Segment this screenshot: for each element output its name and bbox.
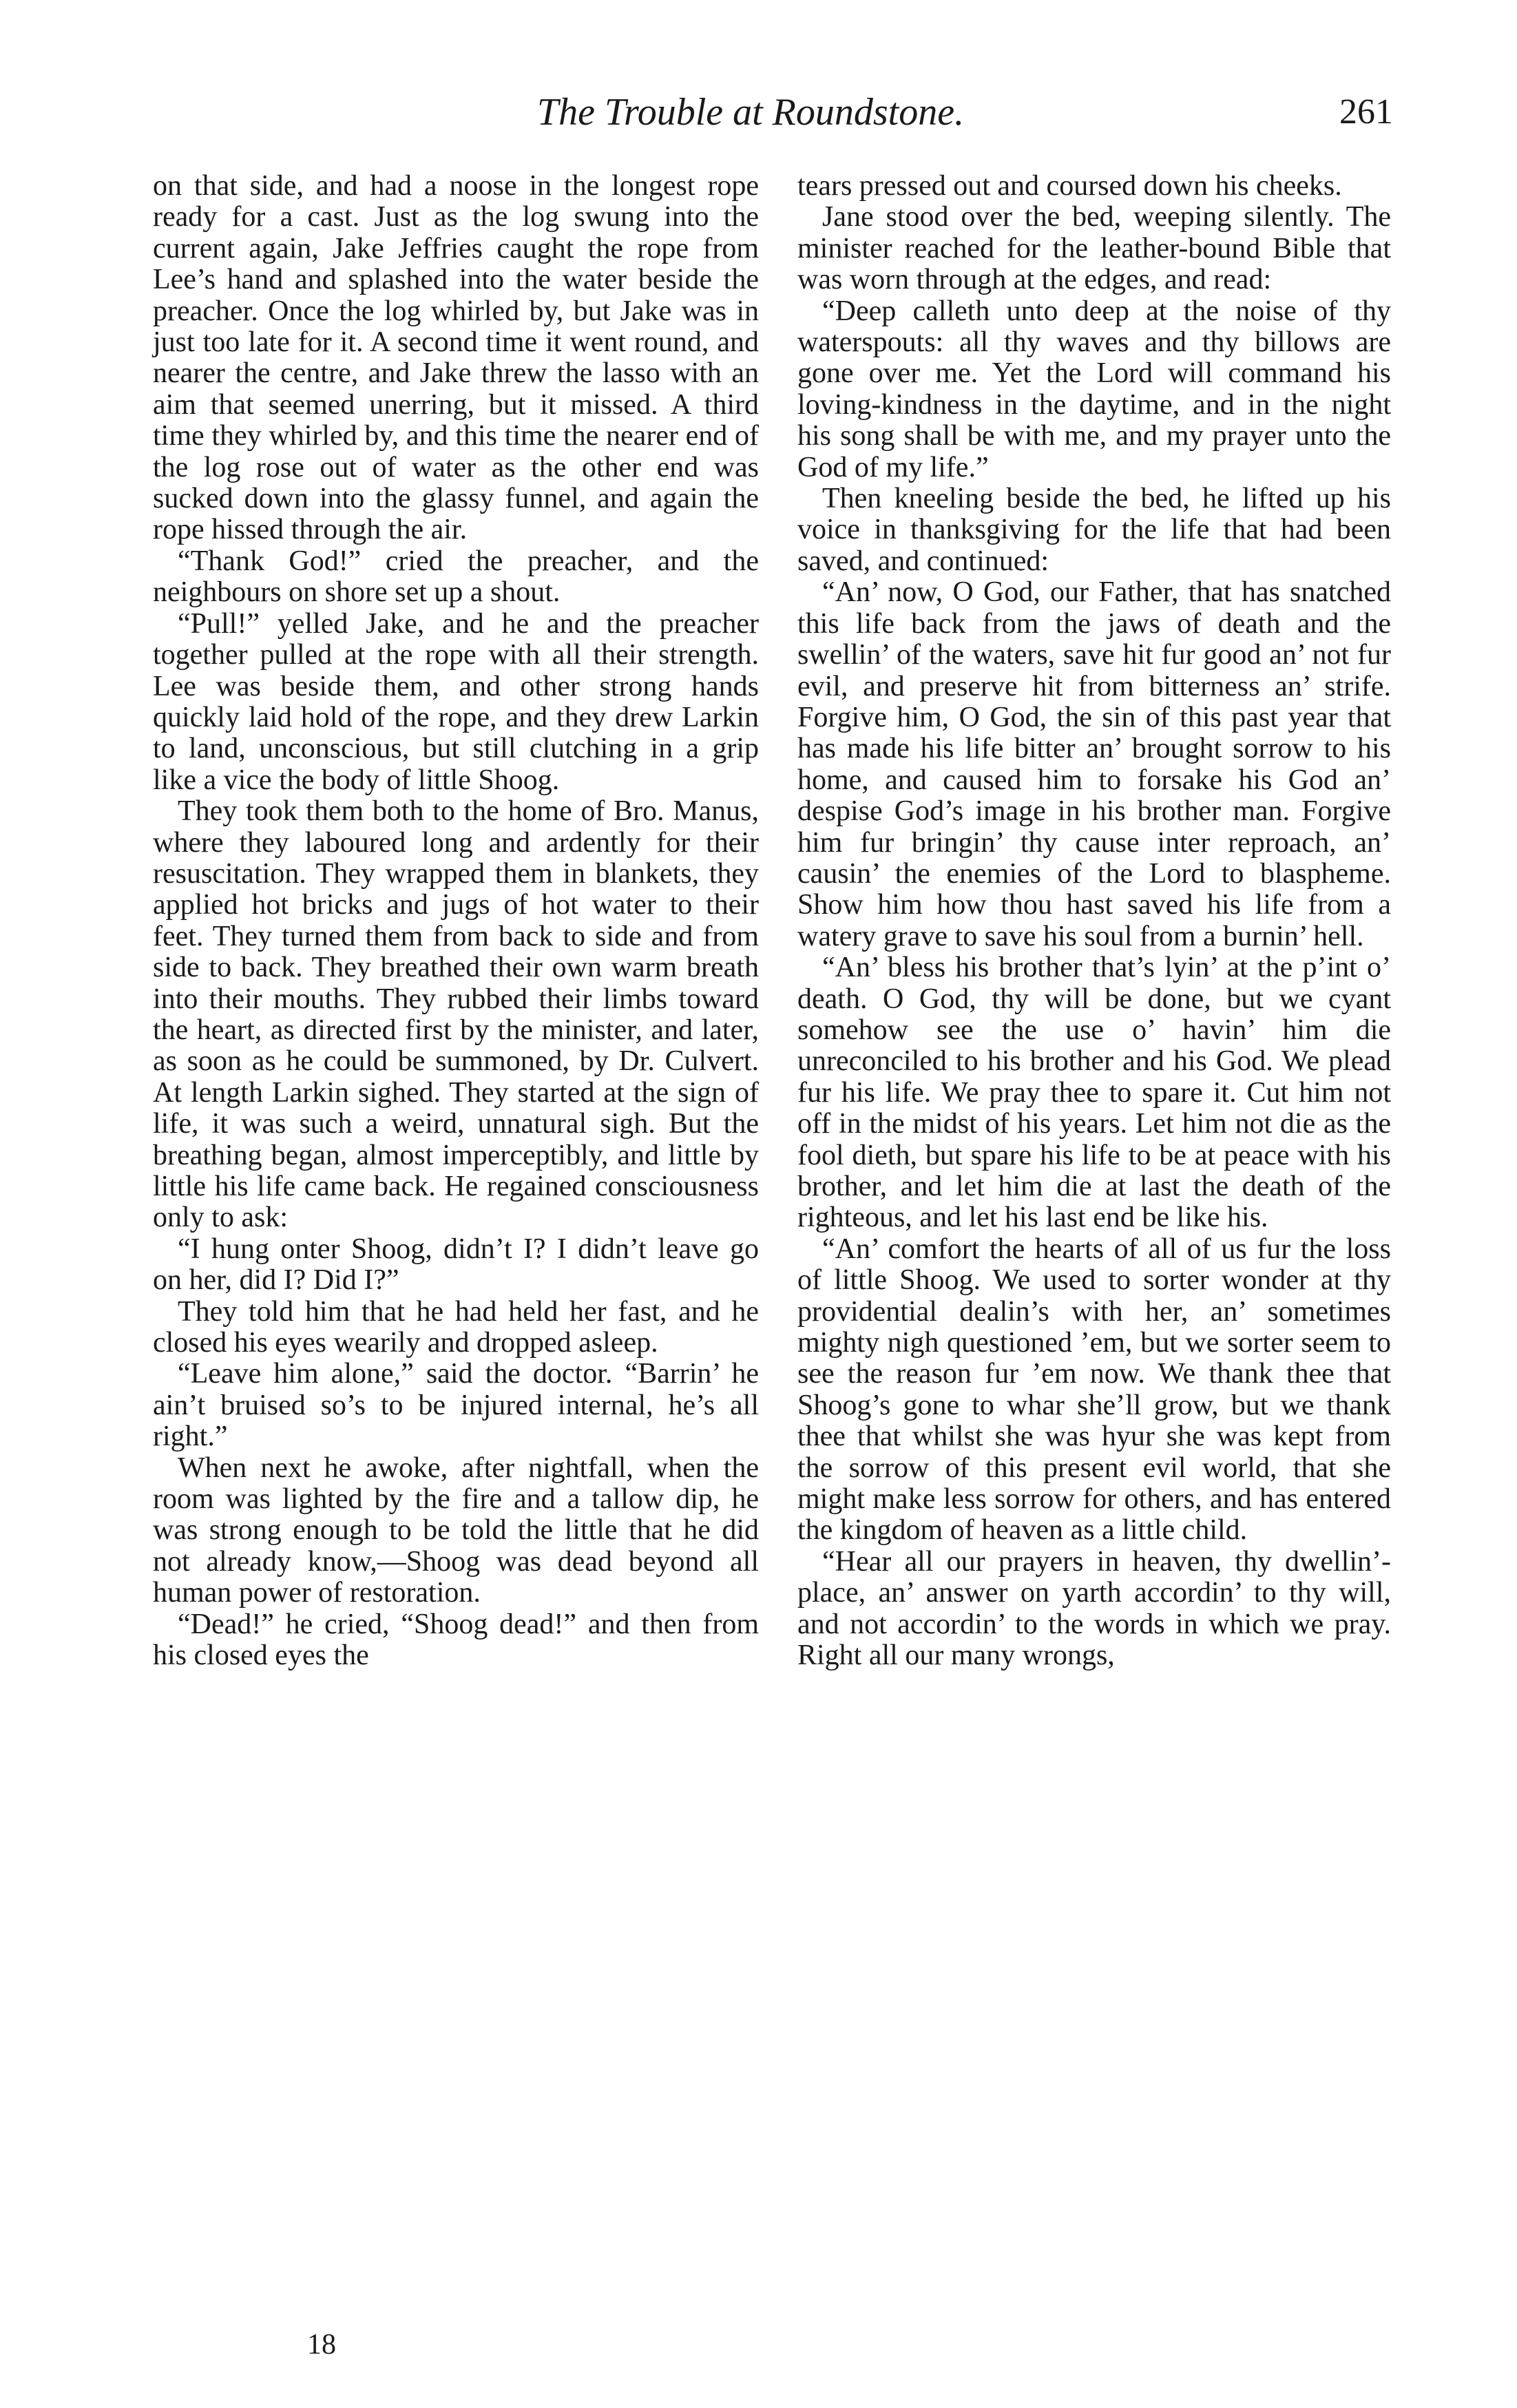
paragraph: “Leave him alone,” said the doctor. “Barrin’ he ain’t bruised so’s to be injured internal, he’s all right.” — [153, 1358, 759, 1453]
paragraph: Then kneeling beside the bed, he lifted up his voice in thanksgiving for the life that had been saved, and continued: — [797, 483, 1391, 577]
signature-mark: 18 — [307, 2329, 336, 2360]
paragraph: on that side, and had a noose in the longest rope ready for a cast. Just as the log swung into the current again, Jake Jeffries caught the rope from Lee’s hand and splashed into the water beside the preacher. Once the log whirled by, but Jake was in just too late for it. A second time it went round, and nearer the centre, and Jake threw the lasso with an aim that seemed unerring, but it missed. A third time they whirled by, and this time the nearer end of the log rose out of water as the other end was sucked down into the glassy funnel, and again the rope hissed through the air. — [153, 170, 759, 546]
left-column — [153, 171, 759, 1672]
running-title: The Trouble at Roundstone. — [536, 91, 965, 134]
paragraph: “An’ comfort the hearts of all of us fur the loss of little Shoog. We used to sorter wonder at thy providential dealin’s with her, an’ sometimes mighty nigh questioned ’em, but we sorter seem to see the reason fur ’em now. We thank thee that Shoog’s gone to whar she’ll grow, but we thank thee that whilst she was hyur she was kept from the sorrow of this present evil world, that she might make less sorrow for others, and has entered the kingdom of heaven as a little child. — [797, 1233, 1391, 1547]
paragraph: “Thank God!” cried the preacher, and the neighbours on shore set up a shout. — [153, 545, 759, 609]
paragraph: “Pull!” yelled Jake, and he and the preacher together pulled at the rope with all their strength. Lee was beside them, and other strong hands quickly laid hold of the rope, and they drew Larkin to land, unconscious, but still clutching in a grip like a vice the body of little Shoog. — [153, 607, 759, 796]
paragraph: They took them both to the home of Bro. Manus, where they laboured long and ardently for their resuscitation. They wrapped them in blankets, they applied hot bricks and jugs of hot water to their feet. They turned them from back to side and from side to back. They breathed their own warm breath into their mouths. They rubbed their limbs toward the heart, as directed first by the minister, and later, as soon as he could be summoned, by Dr. Culvert. At length Larkin sighed. They started at the sign of life, it was such a weird, unnatural sigh. But the breathing began, almost imperceptibly, and little by little his life came back. He regained consciousness only to ask: — [153, 795, 759, 1234]
paragraph: “An’ now, O God, our Father, that has snatched this life back from the jaws of death and the swellin’ of the waters, save hit fur good an’ not fur evil, and preserve hit from bitterness an’ strife. Forgive him, O God, the sin of this past year that has made his life bitter an’ brought sorrow to his home, and caused him to forsake his God an’ despise God’s image in his brother man. Forgive him fur bringin’ thy cause inter reproach, an’ causin’ the enemies of the Lord to blaspheme. Show him how thou hast saved his life from a watery grave to save his soul from a burnin’ hell. — [797, 576, 1391, 952]
paragraph: “Hear all our prayers in heaven, thy dwellin’-place, an’ answer on yarth accordin’ to thy will, and not accordin’ to the words in which we pray. Right all our many wrongs, — [797, 1545, 1391, 1672]
paragraph: When next he awoke, after nightfall, when the room was lighted by the fire and a tallow dip, he was strong enough to be told the little that he did not already know,—Shoog was dead beyond all human power of restoration. — [153, 1452, 759, 1609]
paragraph: “An’ bless his brother that’s lyin’ at the p’int o’ death. O God, thy will be done, but we cyant somehow see the use o’ havin’ him die unreconciled to his brother and his God. We plead fur his life. We pray thee to spare it. Cut him not off in the midst of his years. Let him not die as the fool dieth, but spare his life to be at peace with his brother, and let him die at last the death of the righteous, and let his last end be like his. — [797, 952, 1391, 1234]
paragraph: They told him that he had held her fast, and he closed his eyes wearily and dropped asleep. — [153, 1295, 759, 1359]
right-column — [797, 171, 1391, 1672]
paragraph: tears pressed out and coursed down his cheeks. — [797, 170, 1342, 202]
paragraph: “Dead!” he cried, “Shoog dead!” and then from his closed eyes the — [153, 1608, 759, 1672]
page-number: 261 — [1339, 92, 1393, 132]
paragraph: “I hung onter Shoog, didn’t I? I didn’t leave go on her, did I? Did I?” — [153, 1233, 759, 1297]
paragraph: “Deep calleth unto deep at the noise of thy waterspouts: all thy waves and thy billows are gone over me. Yet the Lord will command his loving-kindness in the daytime, and in the night his song shall be with me, and my prayer unto the God of my life.” — [797, 295, 1391, 483]
paragraph: Jane stood over the bed, weeping silently. The minister reached for the leather-bound Bible that was worn through at the edges, and read: — [797, 201, 1391, 296]
